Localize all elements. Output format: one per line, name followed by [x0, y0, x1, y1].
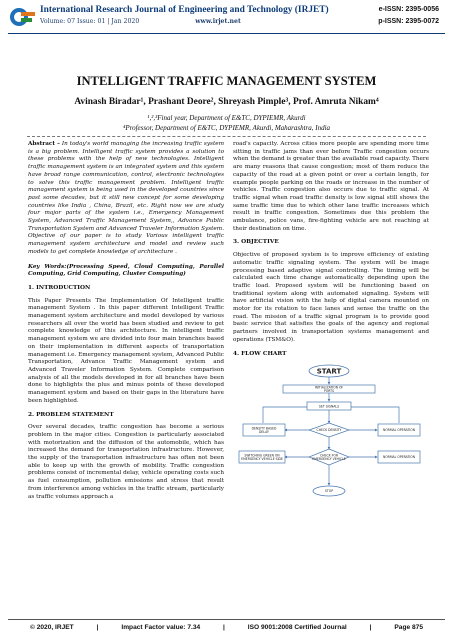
- flow-node-check-density: [309, 423, 349, 437]
- flow-node-density-delay: [243, 424, 285, 436]
- footer-rule: [8, 619, 445, 620]
- footer-impact: Impact Factor value: 7.34: [121, 624, 201, 631]
- introduction-text: This Paper Presents The Implementation Of Intelligent traffic management System . In this paper different Intelligent Traffic management system architecture and model developed by various researchers all over the world has been studied and review to get complete knowledge of this architecture. In intelligent traffic management system we are divided into four main branches based on their implementation in different aspects of transportation management i.e. Emergency management system, Advanced Public Transportation, Advance Traffic Management system and Advanced Traveler Information System. Complete comparison analysis of all the models developed in for all branches have been done to highlights the plus and minus points of these developed management system and based on their gaps in the literature have been highlighted.: [28, 297, 224, 404]
- footer-separator: |: [96, 624, 99, 631]
- flow-text-check-emergency: CHECK FOR EMERGENCY VEHICLE: [312, 453, 346, 462]
- flow-node-normal-1: [378, 424, 420, 436]
- volume-line: [40, 18, 241, 25]
- right-column: [233, 141, 429, 508]
- keywords-text: Key Words:(Processing Speed, Cloud Computing, Parallel Computing, Grid Computing, Cluster Computing): [28, 263, 224, 278]
- flow-node-stop: [313, 486, 345, 496]
- paper-title: INTELLIGENT TRAFFIC MANAGEMENT SYSTEM: [76, 74, 377, 88]
- left-column: [28, 141, 224, 506]
- footer-page-number: Page 875: [394, 624, 423, 631]
- flow-node-init: [283, 385, 375, 393]
- abstract: [28, 141, 224, 257]
- section-divider: [27, 136, 426, 137]
- flow-node-normal-2: [378, 451, 420, 463]
- flow-text-set-signals: SET SIGNALS: [318, 404, 340, 409]
- flow-node-switching: [239, 451, 285, 463]
- flow-text-start: START: [316, 367, 342, 376]
- abstract-text: In today's world managing the increasing traffic system is a big problem. Intelligent traffic system provides a solution to these problems with the help of new technologies. Intelligent traffic management system is an integrated system and this system have broad range communication, control, electronic technologies to solve this traffic management problem. Intelligent traffic management system is being used in the developed countries since past some decades, but it still new concept for some developing countries like India , China, Brazil, etc. Right now we are study four major parts of the system i.e., Emergency Management System, Advanced Traffic Management System,, Advance Public Transportation System and Advanced Traveler Information System. Objective of our paper is to study Various intelligent traffic management system architecture and model and review such models to get complete knowledge of architecture .: [28, 141, 224, 255]
- flow-node-start: [309, 365, 349, 377]
- affiliation-2: ⁴Professor, Department of E&TC, DYPIEMR, Akurdi, Maharashtra, India: [122, 124, 331, 132]
- flow-node-set-signals: [307, 402, 351, 410]
- flow-text-density-delay: DENSITY BASED DELAY: [251, 426, 277, 435]
- section-heading-problem: 2. PROBLEM STATEMENT: [28, 411, 114, 418]
- abstract-lead: Abstract –: [28, 141, 60, 147]
- flow-text-switching: SWITCHING GREEN ON EMERGENCY VEHICLE SIDE: [241, 453, 283, 462]
- flow-text-init: INITIALIZATION OF PORTS: [314, 385, 344, 394]
- footer-separator: |: [223, 624, 225, 631]
- journal-header: [0, 0, 453, 34]
- e-issn: e-ISSN: 2395-0056: [378, 6, 439, 13]
- section-heading-objective: 3. OBJECTIVE: [233, 239, 279, 246]
- header-rule: [8, 33, 445, 34]
- flow-chart: [233, 363, 429, 508]
- flow-node-check-emergency: [309, 449, 349, 465]
- flow-text-normal-1: NORMAL OPERATION: [382, 428, 416, 433]
- website-link[interactable]: www.irjet.net: [195, 18, 241, 25]
- page-footer: [30, 624, 423, 631]
- section-heading-flowchart: 4. FLOW CHART: [233, 350, 287, 357]
- flow-text-check-density: CHECK DENSITY: [316, 428, 342, 433]
- footer-separator: |: [369, 624, 372, 631]
- problem-text: Over several decades, traffic congestion has become a serious problem in the major cities. Congestion is particularly associated with motorization and the diffusion of the automobile, which has increased the demand for transportation infrastructure. However, the supply of the transportation infrastructure has often not been able to keep up with the growth of mobility. Traffic congestion problems consist of incremental delay, vehicle operating costs such as fuel consumption, pollution emissions and stress that result from interference among vehicles in the traffic stream, particularly as traffic volumes approach a: [28, 424, 224, 500]
- problem-continued-text: road's capacity. Across cities more people are spending more time sitting in traffic jams than ever before Traffic congestion occurs when the demand is greater than the available road capacity. There are many reasons that cause congestion; most of them reduce the capacity of the road at a given point or over a certain length, for example people parking on the roads or increase in the number of vehicles. Traffic congestion also occurs due to traffic signal. At traffic signal when road traffic density is low signal still shows the same traffic time due to which other lane traffic increases which result in traffic congestion. Sometimes due this problem the ambulance, police vans, fire-fighting vehicle are not reaching at their destination on time.: [233, 141, 429, 232]
- footer-iso: ISO 9001:2008 Certified Journal: [247, 624, 347, 631]
- irjet-logo: [8, 6, 36, 28]
- footer-copyright: © 2020, IRJET: [30, 624, 74, 631]
- flow-text-normal-2: NORMAL OPERATION: [382, 455, 416, 460]
- journal-name: International Research Journal of Engineering and Technology (IRJET): [40, 5, 329, 15]
- affiliation-1: ¹,²,³Final year, Department of E&TC, DYPIEMR, Akurdi: [147, 114, 306, 122]
- flow-text-stop: STOP: [324, 489, 334, 494]
- author-list: Avinash Biradar¹, Prashant Deore², Shreyash Pimple³, Prof. Amruta Nikam⁴: [74, 97, 379, 107]
- p-issn: p-ISSN: 2395-0072: [378, 18, 439, 25]
- objective-text: Objective of proposed system is to improve efficiency of existing automatic traffic signaling system. The system will be image processing based adaptive signal controlling. The timing will be calculated each time change automatically depending upon the traffic load. Proposed system will be functioning based on traditional system along with automated signaling. System will have artificial vision with the help of digital camera mounted on motor for its rotation to face lanes and sense the traffic on the road. The mission of a traffic signal program is to provide good basic service that satisfies the goals of the agency and regional partners involved in transportation systems management and operations (TSM&O).: [233, 252, 429, 343]
- section-heading-introduction: 1. INTRODUCTION: [28, 284, 91, 291]
- keywords: [28, 264, 224, 279]
- volume-issue: Volume: 07 Issue: 01 | Jan 2020: [40, 18, 140, 25]
